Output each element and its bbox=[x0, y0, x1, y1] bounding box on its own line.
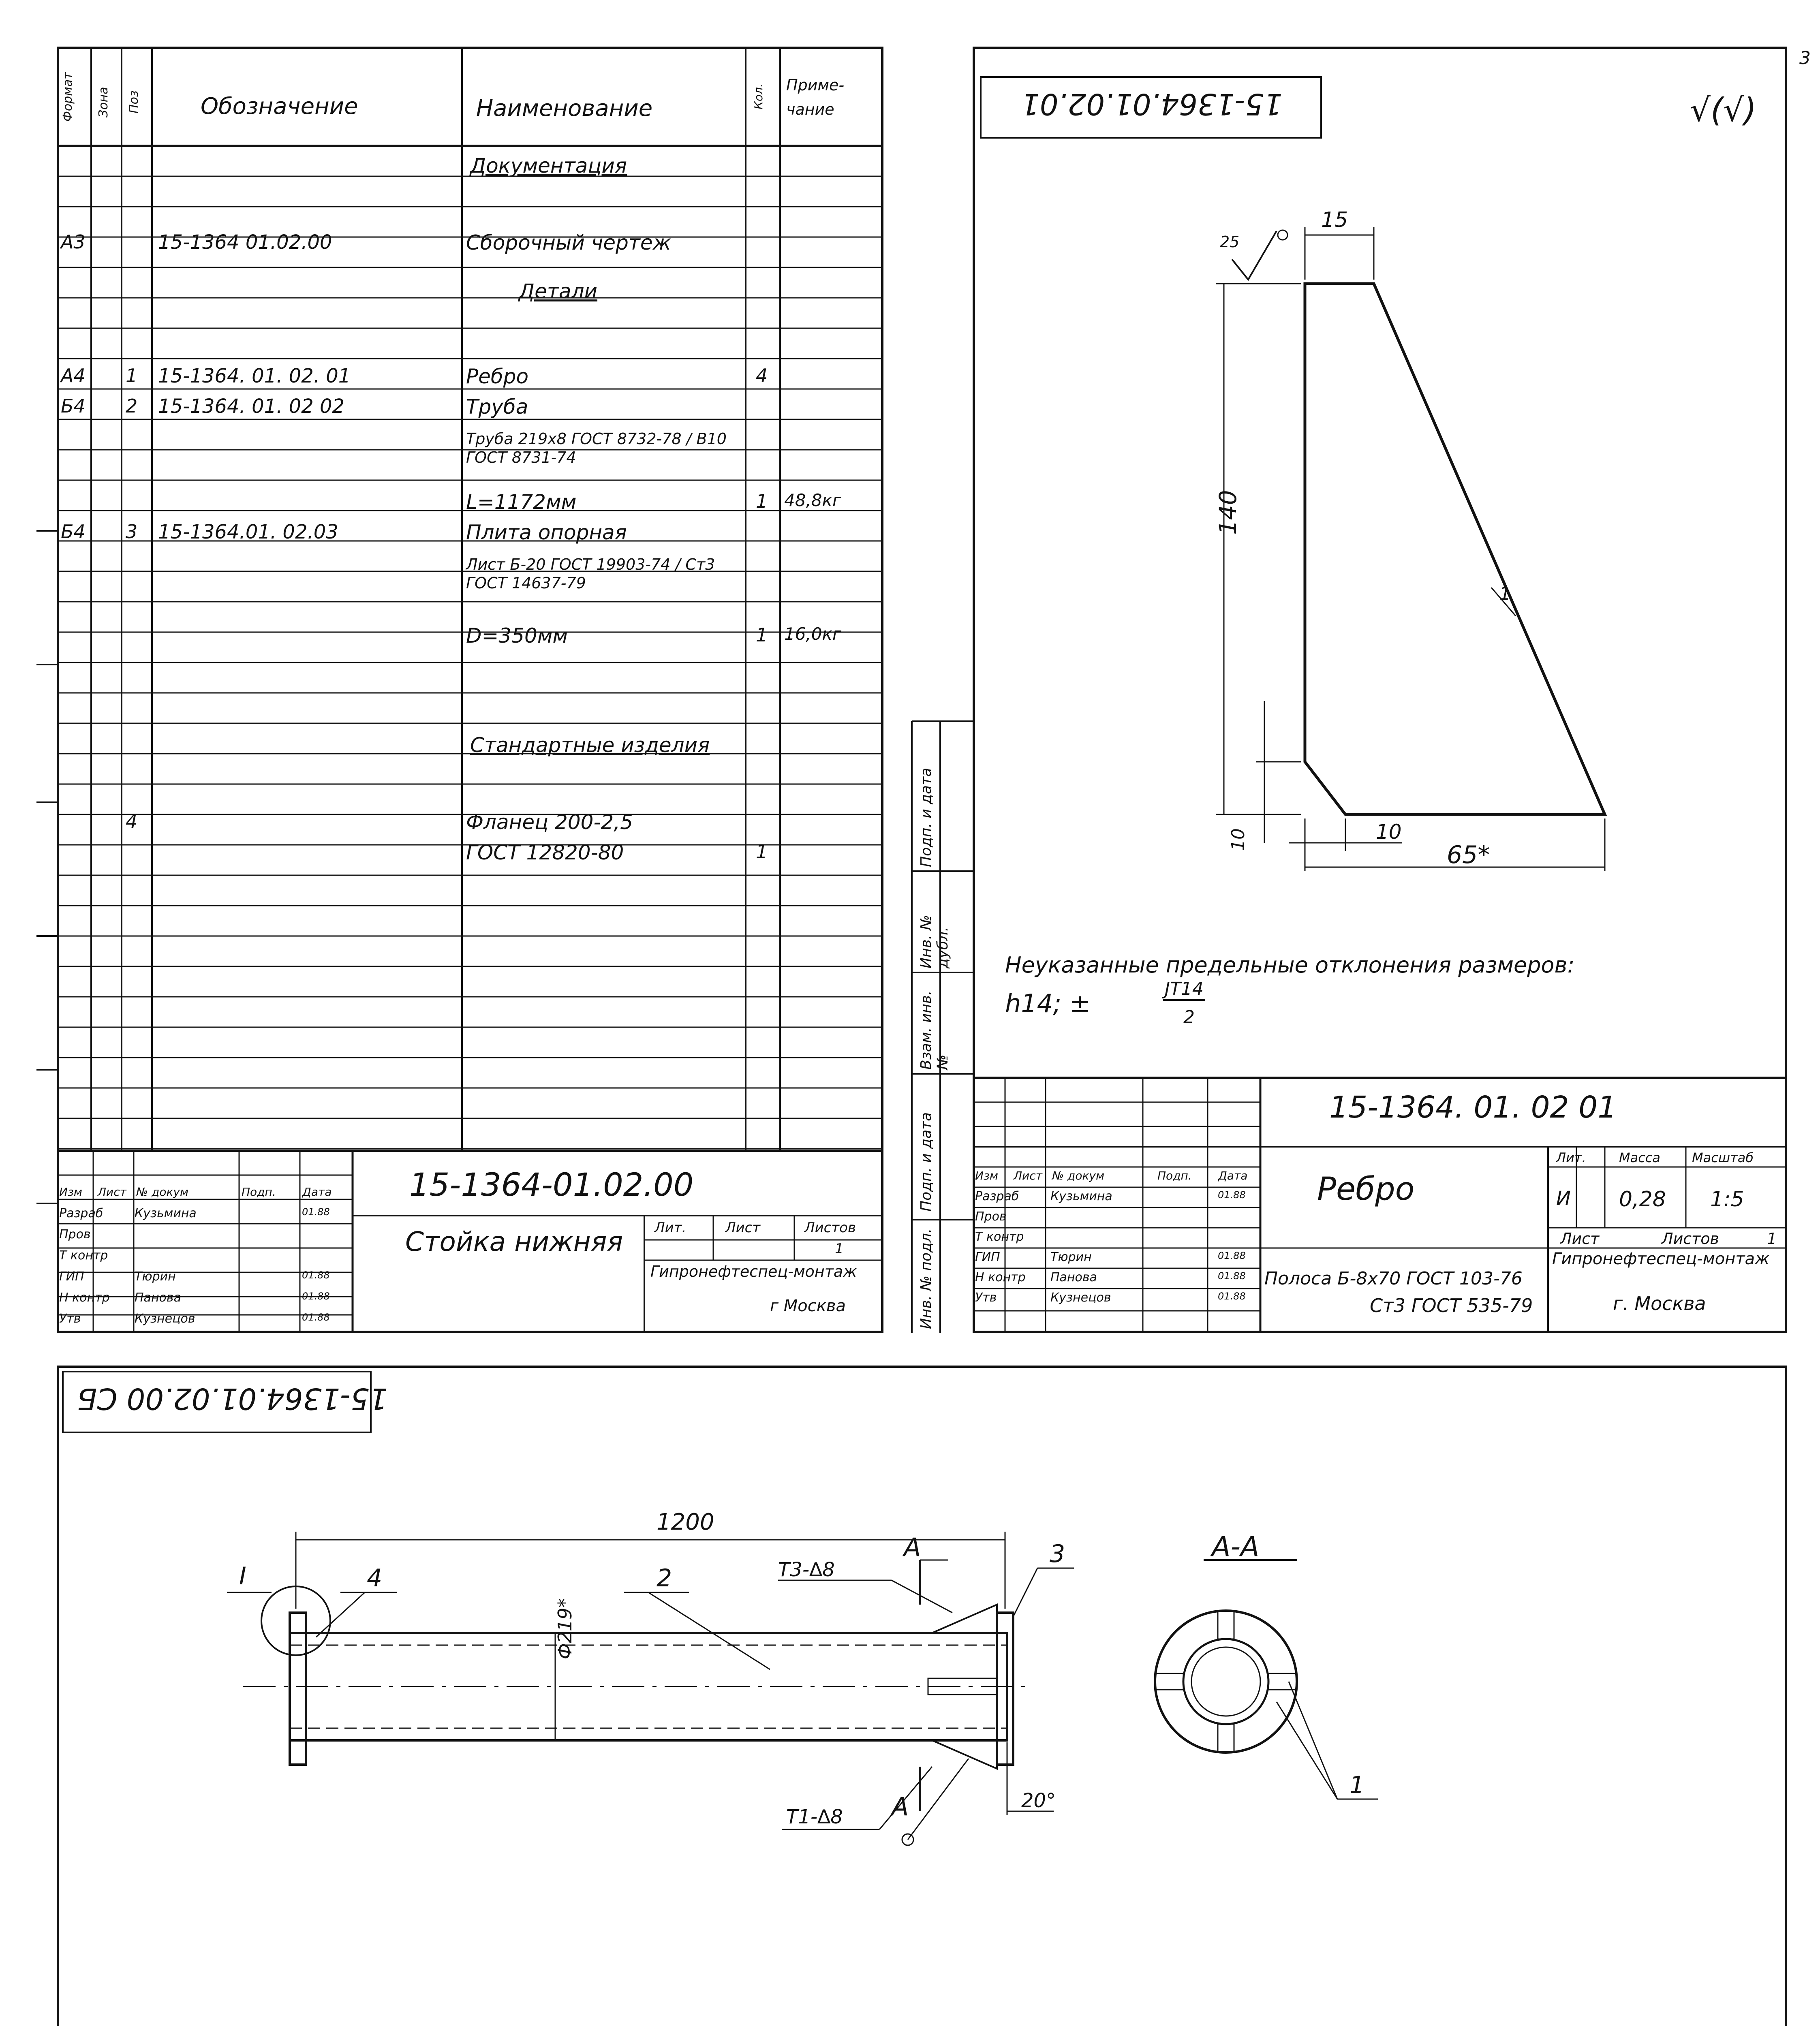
stamp-head-list: Лист bbox=[98, 1185, 126, 1199]
stamp-role-gip: ГИП bbox=[59, 1269, 84, 1284]
stamp-date-nkontr: 01.88 bbox=[302, 1291, 330, 1302]
spec-cell-designation: 15-1364 01.02.00 bbox=[158, 231, 332, 254]
rib-code: 15-1364. 01. 02 01 bbox=[1329, 1090, 1617, 1125]
stamp-person-utv: Кузнецов bbox=[135, 1312, 195, 1326]
spec-cell-name: L=1172мм bbox=[466, 490, 577, 514]
header-designation: Обозначение bbox=[201, 93, 358, 120]
spec-code: 15-1364-01.02.00 bbox=[409, 1167, 694, 1203]
stamp-date-gip: 01.88 bbox=[302, 1269, 330, 1281]
stamp-role-nkontr: Н контр bbox=[975, 1270, 1026, 1284]
side-label-c: Взам. инв. № bbox=[918, 990, 951, 1070]
rib-dim-bottom-total: 65* bbox=[1447, 841, 1490, 869]
rib-dim-height: 140 bbox=[1214, 490, 1242, 535]
rib-mass-head: Масса bbox=[1619, 1150, 1661, 1165]
stamp-head-sign: Подп. bbox=[1157, 1169, 1192, 1182]
side-label-b: Инв. № дубл. bbox=[918, 915, 951, 968]
rib-material-1: Полоса Б-8х70 ГОСТ 103-76 bbox=[1264, 1268, 1523, 1289]
header-qty: Кол. bbox=[752, 83, 765, 109]
stamp-person-gip: Тюрин bbox=[1050, 1250, 1092, 1264]
stamp-head-izm: Изм bbox=[975, 1169, 998, 1182]
spec-cell-qty: 4 bbox=[756, 365, 768, 387]
spec-cell-qty: 1 bbox=[756, 841, 768, 863]
stamp-head-date: Дата bbox=[1218, 1169, 1248, 1182]
rib-material-2: Ст3 ГОСТ 535-79 bbox=[1370, 1295, 1533, 1316]
stamp-head-izm: Изм bbox=[59, 1185, 82, 1199]
side-label-a: Подп. и дата bbox=[918, 767, 935, 867]
stamp-person-gip: Тюрин bbox=[135, 1269, 176, 1284]
stamp-date-utv: 01.88 bbox=[302, 1312, 330, 1323]
spec-sheet-value: 1 bbox=[835, 1241, 844, 1257]
spec-cell-format: Б4 bbox=[61, 395, 86, 417]
stamp-role-tkontr: Т контр bbox=[59, 1248, 108, 1263]
stamp-head-list: Лист bbox=[1014, 1169, 1042, 1182]
rib-note-line1: Неуказанные предельные отклонения размеров: bbox=[1005, 952, 1575, 978]
rib-sheet-label: Лист bbox=[1560, 1230, 1600, 1248]
rib-dim-bottom-left: 10 bbox=[1228, 828, 1249, 851]
spec-cell-qty: 1 bbox=[756, 624, 768, 646]
stamp-date-gip: 01.88 bbox=[1218, 1250, 1246, 1261]
assembly-weld-2: Т1-∆8 bbox=[786, 1806, 843, 1828]
rib-scale-head: Масштаб bbox=[1692, 1150, 1754, 1165]
spec-cell-qty: 1 bbox=[756, 490, 768, 512]
spec-cell-name: Ребро bbox=[466, 365, 529, 388]
rib-org: Гипронефтеспец-монтаж bbox=[1552, 1250, 1770, 1268]
rib-scale: 1:5 bbox=[1710, 1187, 1744, 1212]
rib-note-line2: h14; ± bbox=[1005, 989, 1091, 1018]
header-pos: Поз bbox=[127, 90, 141, 113]
rib-dim-bottom-small: 10 bbox=[1376, 820, 1402, 844]
spec-cell-pos: 4 bbox=[126, 810, 138, 832]
header-note: Приме-чание bbox=[786, 76, 845, 118]
rib-pos-label: 1 bbox=[1499, 583, 1511, 604]
stamp-role-tkontr: Т контр bbox=[975, 1230, 1024, 1244]
stamp-date-utv: 01.88 bbox=[1218, 1291, 1246, 1302]
spec-cell-name: Труба bbox=[466, 395, 528, 419]
spec-cell-name: Документация bbox=[470, 154, 627, 177]
assembly-dim-diameter: Ф219* bbox=[554, 1598, 576, 1659]
stamp-role-prov: Пров bbox=[975, 1210, 1007, 1224]
spec-cell-name: Стандартные изделия bbox=[470, 733, 710, 757]
stamp-person-nkontr: Панова bbox=[135, 1291, 181, 1305]
spec-cell-pos: 2 bbox=[126, 395, 138, 417]
rib-note-frac-top: JT14 bbox=[1163, 979, 1205, 1001]
side-label-d: Подп. и дата bbox=[918, 1112, 935, 1212]
assembly-section-title: А-А bbox=[1212, 1531, 1260, 1563]
spec-sheets-label: Листов bbox=[804, 1220, 856, 1236]
stamp-head-doc: № докум bbox=[136, 1185, 189, 1199]
spec-cell-designation: 15-1364.01. 02.03 bbox=[158, 521, 338, 543]
assembly-label-pos4: 4 bbox=[367, 1564, 383, 1592]
assembly-label-pos2: 2 bbox=[657, 1564, 672, 1592]
header-format: Формат bbox=[61, 72, 75, 122]
assembly-mirrored-code: 15-1364.01.02.00 СБ bbox=[77, 1382, 388, 1416]
rib-mass: 0,28 bbox=[1619, 1187, 1666, 1212]
stamp-head-sign: Подп. bbox=[242, 1185, 276, 1199]
spec-cell-name: ГОСТ 12820-80 bbox=[466, 841, 624, 864]
header-zone: Зона bbox=[96, 87, 111, 118]
spec-cell-name: D=350мм bbox=[466, 624, 568, 648]
stamp-role-gip: ГИП bbox=[975, 1250, 1000, 1264]
rib-lit: И bbox=[1556, 1187, 1571, 1210]
rib-roughness: √(√) bbox=[1690, 91, 1757, 129]
spec-product-name: Стойка нижняя bbox=[405, 1226, 623, 1257]
spec-cell-format: А4 bbox=[61, 365, 86, 387]
spec-city: г Москва bbox=[770, 1297, 846, 1315]
stamp-role-nkontr: Н контр bbox=[59, 1291, 110, 1305]
spec-lit-label: Лит. bbox=[654, 1220, 687, 1236]
rib-name: Ребро bbox=[1317, 1171, 1415, 1207]
assembly-weld-1: Т3-∆8 bbox=[778, 1558, 835, 1581]
stamp-person-razrab: Кузьмина bbox=[1050, 1189, 1112, 1203]
spec-cell-designation: 15-1364. 01. 02. 01 bbox=[158, 365, 351, 387]
stamp-role-prov: Пров bbox=[59, 1227, 91, 1242]
assembly-label-sectionA-top: A bbox=[904, 1532, 921, 1562]
rib-sheets-value: 1 bbox=[1767, 1230, 1777, 1248]
stamp-role-razrab: Разраб bbox=[975, 1189, 1019, 1203]
spec-cell-name: Плита опорная bbox=[466, 521, 627, 544]
spec-cell-name: Фланец 200-2,5 bbox=[466, 810, 633, 834]
spec-cell-format: А3 bbox=[61, 231, 86, 253]
rib-lit-head: Лит. bbox=[1556, 1150, 1586, 1165]
stamp-head-date: Дата bbox=[302, 1185, 332, 1199]
rib-dim-chamfer: 25 bbox=[1220, 233, 1240, 251]
spec-cell-format: Б4 bbox=[61, 521, 86, 543]
rib-note-frac-bottom: 2 bbox=[1183, 1007, 1195, 1028]
assembly-dim-length: 1200 bbox=[657, 1509, 714, 1535]
stamp-role-razrab: Разраб bbox=[59, 1206, 103, 1220]
assembly-label-pos3: 3 bbox=[1050, 1540, 1065, 1568]
stamp-date-nkontr: 01.88 bbox=[1218, 1270, 1246, 1282]
spec-cell-designation: 15-1364. 01. 02 02 bbox=[158, 395, 345, 418]
assembly-label-detail: I bbox=[239, 1562, 246, 1590]
spec-cell-note: 16,0кг bbox=[784, 624, 841, 644]
page-number: 3 bbox=[1799, 48, 1811, 68]
assembly-label-pos1: 1 bbox=[1349, 1771, 1364, 1799]
spec-org: Гипронефтеспец-монтаж bbox=[650, 1263, 857, 1280]
spec-sheet-label: Лист bbox=[725, 1220, 761, 1236]
spec-cell-name: Труба 219х8 ГОСТ 8732-78 / В10 ГОСТ 8731-74 bbox=[466, 430, 727, 466]
rib-city: г. Москва bbox=[1613, 1293, 1706, 1314]
spec-cell-pos: 3 bbox=[126, 521, 138, 543]
side-label-e: Инв. № подл. bbox=[918, 1228, 935, 1329]
spec-cell-name: Сборочный чертеж bbox=[466, 231, 671, 254]
rib-dim-top: 15 bbox=[1321, 208, 1348, 232]
stamp-person-razrab: Кузьмина bbox=[135, 1206, 197, 1220]
stamp-person-utv: Кузнецов bbox=[1050, 1291, 1111, 1305]
rib-mirrored-code: 15-1364.01.02.01 bbox=[1021, 87, 1283, 121]
rib-sheets-label: Листов bbox=[1662, 1230, 1719, 1248]
stamp-head-doc: № докум bbox=[1052, 1169, 1105, 1182]
stamp-date-razrab: 01.88 bbox=[1218, 1189, 1246, 1201]
stamp-date-razrab: 01.88 bbox=[302, 1206, 330, 1218]
spec-cell-name: Детали bbox=[519, 280, 598, 303]
stamp-role-utv: Утв bbox=[59, 1312, 81, 1326]
spec-cell-note: 48,8кг bbox=[784, 490, 841, 510]
spec-cell-name: Лист Б-20 ГОСТ 19903-74 / Ст3 ГОСТ 14637-79 bbox=[466, 556, 715, 592]
spec-cell-pos: 1 bbox=[126, 365, 138, 387]
stamp-role-utv: Утв bbox=[975, 1291, 997, 1305]
stamp-person-nkontr: Панова bbox=[1050, 1270, 1097, 1284]
header-name: Наименование bbox=[476, 95, 653, 122]
assembly-label-sectionA-bottom: A bbox=[892, 1792, 909, 1821]
assembly-dim-angle: 20° bbox=[1021, 1789, 1056, 1812]
